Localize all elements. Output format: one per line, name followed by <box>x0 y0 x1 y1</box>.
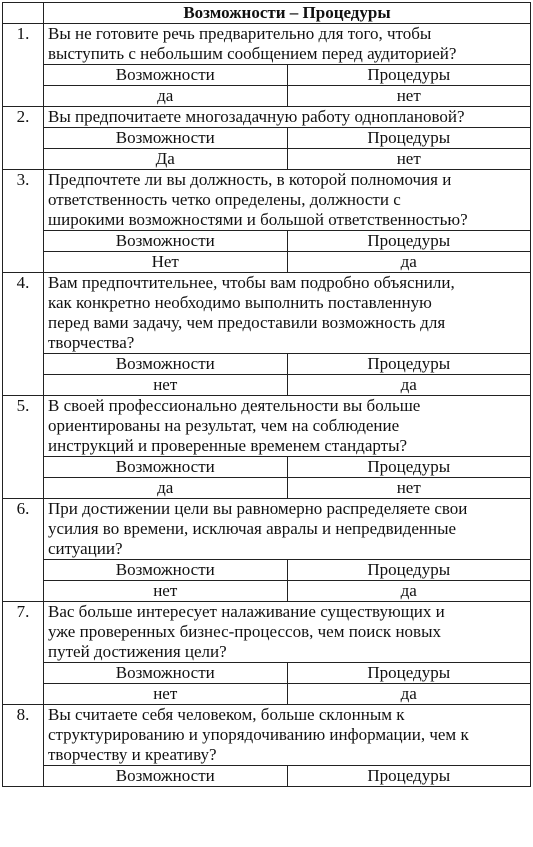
answer-procedures: да <box>287 375 531 396</box>
label-procedures: Процедуры <box>287 231 531 252</box>
question-number: 2. <box>3 107 44 170</box>
answer-row <box>3 375 531 396</box>
question-text <box>44 273 531 354</box>
question-line: В своей профессионально деятельности вы больше <box>48 396 421 415</box>
question-text <box>44 170 531 231</box>
answer-opportunities: да <box>44 478 288 499</box>
answer-row <box>3 581 531 602</box>
label-opportunities: Возможности <box>44 457 288 478</box>
label-row <box>3 663 531 684</box>
question-line: ответственность четко определены, должности с <box>48 190 401 209</box>
question-line: Вы считаете себя человеком, больше склонным к <box>48 705 405 724</box>
question-text <box>44 499 531 560</box>
question-line: Вы предпочитаете многозадачную работу одноплановой? <box>48 107 465 126</box>
answer-procedures: да <box>287 581 531 602</box>
question-line: Предпочтете ли вы должность, в которой полномочия и <box>48 170 452 189</box>
questionnaire-table <box>2 2 531 787</box>
question-line: путей достижения цели? <box>48 642 227 661</box>
label-procedures: Процедуры <box>287 65 531 86</box>
question-line: творчеству и креативу? <box>48 745 217 764</box>
answer-procedures: да <box>287 684 531 705</box>
label-opportunities: Возможности <box>44 231 288 252</box>
question-row <box>3 396 531 457</box>
label-opportunities: Возможности <box>44 65 288 86</box>
question-row <box>3 602 531 663</box>
question-line: ориентированы на результат, чем на соблюдение <box>48 416 400 435</box>
answer-opportunities: нет <box>44 684 288 705</box>
label-opportunities: Возможности <box>44 766 288 787</box>
question-text <box>44 107 531 128</box>
label-row <box>3 354 531 375</box>
label-row <box>3 560 531 581</box>
question-number: 3. <box>3 170 44 273</box>
question-number: 8. <box>3 705 44 787</box>
label-procedures: Процедуры <box>287 560 531 581</box>
answer-row <box>3 478 531 499</box>
questionnaire-body <box>3 3 531 787</box>
question-line: структурированию и упорядочиванию информации, чем к <box>48 725 469 744</box>
question-row <box>3 273 531 354</box>
question-row <box>3 705 531 766</box>
question-text <box>44 396 531 457</box>
question-line: широкими возможностями и большой ответственностью? <box>48 210 468 229</box>
answer-row <box>3 252 531 273</box>
question-line: Вам предпочтительнее, чтобы вам подробно объяснили, <box>48 273 455 292</box>
header-num-cell <box>3 3 44 24</box>
question-line: инструкций и проверенные временем стандарты? <box>48 436 408 455</box>
answer-procedures: нет <box>287 149 531 170</box>
question-line: Вас больше интересует налаживание существующих и <box>48 602 445 621</box>
answer-opportunities: нет <box>44 581 288 602</box>
question-line: как конкретно необходимо выполнить поставленную <box>48 293 432 312</box>
label-procedures: Процедуры <box>287 128 531 149</box>
question-number: 1. <box>3 24 44 107</box>
question-number: 5. <box>3 396 44 499</box>
question-row <box>3 107 531 128</box>
question-row <box>3 24 531 65</box>
question-text <box>44 705 531 766</box>
label-procedures: Процедуры <box>287 663 531 684</box>
label-row <box>3 65 531 86</box>
label-opportunities: Возможности <box>44 560 288 581</box>
answer-procedures: нет <box>287 478 531 499</box>
answer-opportunities: Нет <box>44 252 288 273</box>
table-title: Возможности – Процедуры <box>44 3 531 24</box>
label-procedures: Процедуры <box>287 354 531 375</box>
answer-procedures: да <box>287 252 531 273</box>
question-text <box>44 602 531 663</box>
answer-opportunities: да <box>44 86 288 107</box>
label-row <box>3 231 531 252</box>
question-row <box>3 499 531 560</box>
label-opportunities: Возможности <box>44 354 288 375</box>
label-row <box>3 128 531 149</box>
question-row <box>3 170 531 231</box>
question-line: уже проверенных бизнес-процессов, чем поиск новых <box>48 622 441 641</box>
question-line: При достижении цели вы равномерно распределяете свои <box>48 499 468 518</box>
answer-row <box>3 684 531 705</box>
question-text <box>44 24 531 65</box>
label-procedures: Процедуры <box>287 766 531 787</box>
question-line: перед вами задачу, чем предоставили возможность для <box>48 313 446 332</box>
answer-opportunities: Да <box>44 149 288 170</box>
answer-procedures: нет <box>287 86 531 107</box>
question-number: 7. <box>3 602 44 705</box>
label-opportunities: Возможности <box>44 663 288 684</box>
question-number: 6. <box>3 499 44 602</box>
header-row <box>3 3 531 24</box>
answer-row <box>3 86 531 107</box>
answer-opportunities: нет <box>44 375 288 396</box>
question-line: выступить с небольшим сообщением перед аудиторией? <box>48 44 457 63</box>
question-line: Вы не готовите речь предварительно для того, чтобы <box>48 24 432 43</box>
answer-row <box>3 149 531 170</box>
label-row <box>3 457 531 478</box>
question-line: ситуации? <box>48 539 123 558</box>
label-opportunities: Возможности <box>44 128 288 149</box>
question-line: усилия во времени, исключая авралы и непредвиденные <box>48 519 457 538</box>
question-number: 4. <box>3 273 44 396</box>
label-row <box>3 766 531 787</box>
question-line: творчества? <box>48 333 135 352</box>
label-procedures: Процедуры <box>287 457 531 478</box>
